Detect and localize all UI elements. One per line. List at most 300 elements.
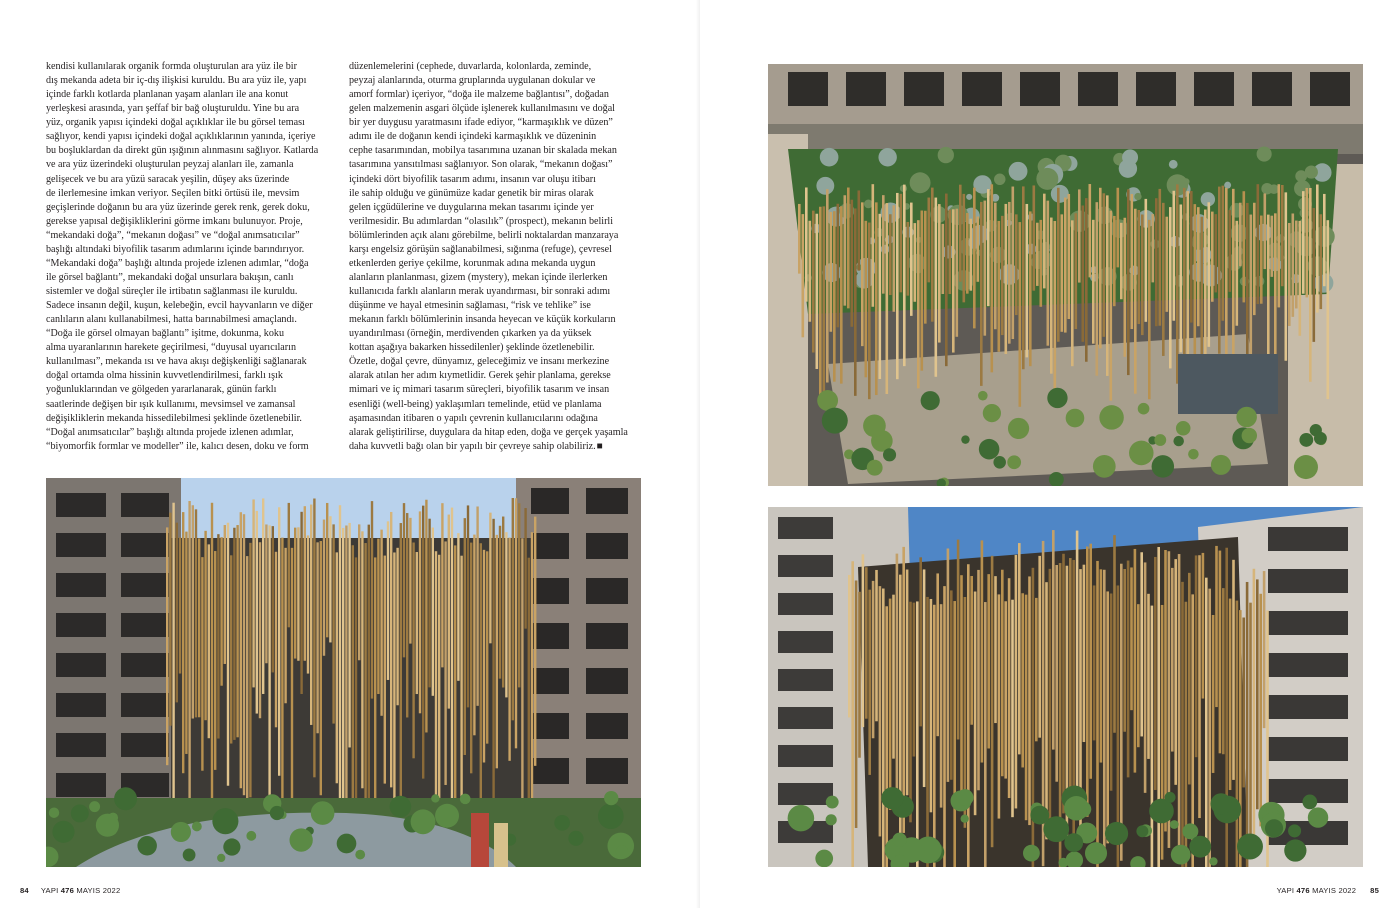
building-window bbox=[778, 707, 833, 729]
bamboo-pole bbox=[1225, 188, 1228, 369]
text-line: Özetle, doğal çevre, dünyamız, geleceğimiz ve insanı merkezine bbox=[349, 356, 610, 368]
bamboo-pole bbox=[1299, 221, 1302, 336]
bamboo-pole bbox=[1045, 582, 1048, 839]
bamboo-pole bbox=[1049, 569, 1052, 830]
shrub bbox=[1242, 428, 1257, 443]
bamboo-pole bbox=[182, 512, 184, 773]
bamboo-pole bbox=[882, 195, 885, 293]
text-line: amorf formlar) içeriyor, “doğa ile malzeme bağlantısı”, doğadan bbox=[349, 89, 609, 101]
bamboo-pole bbox=[227, 523, 229, 786]
text-line: gelen içgüdülerine ve duygularına mekan tasarımı içinde yer bbox=[349, 201, 594, 213]
building-window bbox=[904, 72, 944, 106]
shrub bbox=[1007, 455, 1021, 469]
bamboo-pole bbox=[926, 597, 929, 867]
text-line: dış mekanda adeta bir iç-dış ilişkisi kuruldu. Bu ara yüz ile, yapı bbox=[46, 75, 307, 87]
bamboo-pole bbox=[879, 586, 882, 836]
bamboo-pole bbox=[422, 506, 424, 779]
magazine-name: YAPI bbox=[40, 886, 59, 895]
shrub bbox=[137, 836, 156, 855]
bamboo-pole bbox=[1015, 555, 1018, 809]
bamboo-pole bbox=[1140, 552, 1143, 736]
building-window bbox=[56, 653, 106, 677]
bamboo-pole bbox=[348, 523, 350, 748]
bamboo-pole bbox=[1035, 598, 1038, 741]
issue-number: 476 bbox=[60, 886, 74, 895]
bamboo-pole bbox=[1180, 204, 1183, 352]
shrub bbox=[114, 787, 137, 810]
bamboo-pole bbox=[1092, 220, 1095, 344]
building-window bbox=[531, 623, 569, 649]
bamboo-pole bbox=[1061, 214, 1064, 331]
bamboo-pole bbox=[1302, 191, 1305, 294]
bamboo-pole bbox=[1075, 213, 1078, 329]
bamboo-pole bbox=[1001, 570, 1004, 777]
text-line: alma uyaranlarının harekete geçirilmesi, “duyusal uyarıcıların bbox=[46, 342, 296, 354]
text-line: aşamasından itibaren o yapılı çevrenin kullanıcılarını odağına bbox=[349, 412, 598, 424]
building-window bbox=[1078, 72, 1118, 106]
bamboo-pole bbox=[984, 201, 987, 336]
bamboo-pole bbox=[907, 222, 910, 296]
left-building bbox=[46, 478, 181, 808]
bamboo-pole bbox=[448, 515, 450, 709]
magazine-name: YAPI bbox=[1276, 886, 1295, 895]
text-line: “Mekandaki doğa” başlığı altında projede izlenen adımlar, “doğa bbox=[46, 257, 309, 269]
issue-date: MAYIS 2022 bbox=[1312, 886, 1357, 895]
shrub bbox=[411, 809, 436, 834]
bamboo-pole bbox=[1085, 198, 1088, 362]
bamboo-pole bbox=[1236, 601, 1239, 867]
bamboo-pole bbox=[486, 551, 488, 743]
bamboo-pole bbox=[1096, 561, 1099, 867]
bamboo-pole bbox=[953, 601, 956, 867]
bamboo-pole bbox=[1011, 600, 1014, 817]
building-window bbox=[586, 668, 628, 694]
bamboo-pole bbox=[809, 221, 812, 322]
bamboo-pole bbox=[1148, 220, 1151, 399]
bamboo-pole bbox=[949, 210, 952, 294]
bamboo-pole bbox=[364, 543, 366, 827]
bamboo-pole bbox=[326, 503, 328, 637]
bamboo-pole bbox=[1141, 214, 1144, 335]
shrub bbox=[604, 791, 618, 805]
bamboo-pole bbox=[1026, 204, 1029, 357]
foliage bbox=[1105, 822, 1128, 845]
bamboo-pole bbox=[531, 532, 533, 844]
bamboo-pole bbox=[499, 526, 501, 679]
text-line: alanların planlanması, gizem (mystery), mekan içinde ilerlerken bbox=[349, 271, 608, 283]
foliage bbox=[961, 815, 969, 823]
bamboo-pole bbox=[396, 548, 398, 705]
bamboo-pole bbox=[1222, 186, 1225, 321]
shrub bbox=[390, 796, 412, 818]
text-line: sistemler ve doğal süreçler ile irtibatın sağlanması ile kuruldu. bbox=[46, 286, 298, 297]
bamboo-pole bbox=[1323, 194, 1326, 286]
building-window bbox=[586, 758, 628, 784]
folio-left bbox=[20, 886, 120, 895]
bamboo-pole bbox=[1229, 210, 1232, 292]
bamboo-pole bbox=[1239, 203, 1242, 266]
plant bbox=[864, 200, 873, 209]
bamboo-pole bbox=[1124, 218, 1127, 357]
shrub bbox=[1314, 432, 1327, 445]
bamboo-pole bbox=[454, 545, 456, 814]
bamboo-pole bbox=[198, 538, 200, 717]
text-line: gelişecek ve bu ara yüzü saracak yeşilin, düşey aks üzerinde bbox=[46, 173, 290, 185]
building-window bbox=[531, 578, 569, 604]
bamboo-pole bbox=[902, 547, 905, 833]
bamboo-pole bbox=[1215, 214, 1218, 292]
bamboo-pole bbox=[329, 516, 331, 642]
bamboo-pole bbox=[1113, 535, 1116, 733]
building-window bbox=[778, 593, 833, 615]
foliage bbox=[1308, 807, 1328, 827]
aerial-courtyard-photo-graphic bbox=[768, 64, 1363, 486]
shrub bbox=[1211, 455, 1231, 475]
building-window bbox=[778, 745, 833, 767]
bamboo-pole bbox=[938, 204, 941, 342]
shrub bbox=[337, 834, 357, 854]
bamboo-pole bbox=[917, 220, 920, 388]
bamboo-pole bbox=[872, 581, 875, 738]
bamboo-pole bbox=[919, 557, 922, 726]
bamboo-pole bbox=[166, 527, 168, 765]
shrub bbox=[431, 794, 439, 802]
bamboo-pole bbox=[409, 518, 411, 644]
bamboo-pole bbox=[1162, 203, 1165, 356]
shrub bbox=[822, 408, 848, 434]
bamboo-pole bbox=[1211, 212, 1214, 302]
bamboo-pole bbox=[823, 206, 826, 399]
bamboo-pole bbox=[233, 528, 235, 740]
shrub bbox=[71, 804, 89, 822]
text-line: alarak geliştirilirse, duygulara da hitap eden, doğa ve gerçek yaşamla bbox=[349, 426, 628, 438]
shrub bbox=[978, 391, 988, 401]
text-line: ile görsel bağlantı”, mekandaki doğal unsurlara bakışın, canlı bbox=[46, 271, 294, 283]
plant bbox=[820, 148, 839, 167]
shrub bbox=[96, 814, 119, 837]
building-window bbox=[1268, 611, 1348, 635]
bamboo-pole bbox=[1106, 591, 1109, 843]
bamboo-pole bbox=[1249, 603, 1252, 859]
bamboo-pole bbox=[1083, 565, 1086, 742]
building-window bbox=[586, 488, 628, 514]
building-window bbox=[1136, 72, 1176, 106]
text-line: düzenlemelerini (cephede, duvarlarda, kolonlarda, zeminde, bbox=[349, 61, 592, 72]
shrub bbox=[1299, 433, 1313, 447]
water-feature bbox=[1178, 354, 1278, 414]
bamboo-pole bbox=[1103, 193, 1106, 337]
bamboo-pole bbox=[1236, 221, 1239, 326]
bamboo-pole bbox=[981, 540, 984, 762]
bamboo-pole bbox=[1169, 207, 1172, 368]
bamboo-pole bbox=[1008, 202, 1011, 344]
bamboo-pole bbox=[336, 552, 338, 783]
bamboo-pole bbox=[400, 523, 402, 831]
bamboo-pole bbox=[1259, 594, 1262, 827]
bamboo-pole bbox=[339, 505, 341, 814]
bamboo-pole bbox=[1253, 203, 1256, 315]
bamboo-pole bbox=[284, 548, 286, 703]
bamboo-pole bbox=[265, 524, 267, 663]
bamboo-pole bbox=[252, 499, 254, 687]
bamboo-pole bbox=[950, 590, 953, 779]
bamboo-pole bbox=[332, 524, 334, 723]
bamboo-pole bbox=[1267, 215, 1270, 356]
text-line: yüz, organik yapısı içindeki doğal açıklıklar ile bu görsel teması bbox=[46, 117, 305, 129]
building-window bbox=[121, 613, 169, 637]
bamboo-pole bbox=[1144, 562, 1147, 792]
bamboo-pole bbox=[931, 188, 934, 322]
bamboo-pole bbox=[837, 204, 840, 328]
bamboo-pole bbox=[1260, 216, 1263, 304]
text-line: daha kuvvetli bağı olan bir yapılı bir çevreye sahip olabiliriz.■ bbox=[349, 440, 603, 452]
foliage bbox=[1211, 793, 1232, 814]
plant bbox=[1233, 246, 1243, 256]
foliage bbox=[1170, 820, 1179, 829]
text-line: peyzaj alanlarında, oturma gruplarında uygulanan dokular ve bbox=[349, 75, 596, 87]
bamboo-pole bbox=[974, 592, 977, 816]
bamboo-pole bbox=[924, 211, 927, 324]
upward-facade-photo-graphic bbox=[768, 507, 1363, 867]
bamboo-pole bbox=[518, 503, 520, 687]
bamboo-pole bbox=[214, 551, 216, 770]
bamboo-pole bbox=[1071, 220, 1074, 366]
bamboo-pole bbox=[844, 195, 847, 305]
text-line: geçişlerinde doğanın bu ara yüz üzerinde gerek renk, gerek doku, bbox=[46, 201, 310, 213]
bamboo-pole bbox=[893, 205, 896, 311]
bamboo-pole bbox=[1188, 573, 1191, 785]
text-column-1 bbox=[46, 60, 338, 454]
shrub bbox=[867, 460, 883, 476]
bamboo-pole bbox=[1012, 187, 1015, 339]
bamboo-pole bbox=[1215, 546, 1218, 707]
bamboo-pole bbox=[188, 501, 190, 818]
bamboo-pole bbox=[1134, 549, 1137, 773]
bamboo-pole bbox=[935, 198, 938, 377]
plant bbox=[1009, 162, 1028, 181]
bamboo-pole bbox=[281, 538, 283, 841]
text-line: düşünme ve hayal etmesinin sağlaması, “risk ve tehlike” ise bbox=[349, 300, 591, 312]
bamboo-pole bbox=[1047, 201, 1050, 346]
bamboo-pole bbox=[502, 517, 504, 688]
bamboo-pole bbox=[204, 531, 206, 720]
building-window bbox=[121, 533, 169, 557]
bamboo-pole bbox=[875, 202, 878, 395]
bamboo-pole bbox=[1159, 189, 1162, 326]
bamboo-pole bbox=[970, 219, 973, 291]
bamboo-pole bbox=[1242, 618, 1245, 788]
upward-facade-photo bbox=[768, 507, 1363, 867]
bamboo-pole bbox=[1197, 207, 1200, 326]
foliage bbox=[1288, 824, 1301, 837]
building-window bbox=[586, 578, 628, 604]
shrub bbox=[568, 831, 583, 846]
bamboo-pole bbox=[441, 503, 443, 667]
shrub bbox=[355, 850, 365, 860]
bamboo-pole bbox=[862, 554, 865, 727]
text-line: etkenlerden geriye çekilme, korunmak adına mekanda uygun bbox=[349, 257, 596, 269]
plant bbox=[1036, 168, 1058, 190]
bamboo-pole bbox=[1089, 544, 1092, 779]
plant bbox=[938, 147, 954, 163]
bamboo-pole bbox=[1201, 217, 1204, 364]
building-window bbox=[56, 773, 106, 797]
bamboo-pole bbox=[960, 575, 963, 796]
bamboo-pole bbox=[984, 602, 987, 867]
bamboo-pole bbox=[217, 534, 219, 738]
shrub bbox=[1188, 449, 1199, 460]
bamboo-pole bbox=[879, 214, 882, 379]
building-window bbox=[1268, 569, 1348, 593]
bamboo-pole bbox=[998, 594, 1001, 818]
bamboo-pole bbox=[1306, 188, 1309, 297]
shrub bbox=[961, 435, 969, 443]
bamboo-pole bbox=[1219, 551, 1222, 754]
building-window bbox=[586, 623, 628, 649]
bamboo-pole bbox=[371, 501, 373, 698]
building-window bbox=[778, 631, 833, 653]
building-window bbox=[1252, 72, 1292, 106]
shrub bbox=[311, 801, 335, 825]
bamboo-pole bbox=[1113, 216, 1116, 306]
foliage bbox=[892, 833, 906, 847]
bamboo-pole bbox=[300, 512, 302, 694]
bamboo-pole bbox=[1183, 188, 1186, 362]
foliage bbox=[1284, 839, 1306, 861]
bamboo-pole bbox=[1243, 191, 1246, 302]
shrub bbox=[598, 803, 624, 829]
bamboo-pole bbox=[1029, 211, 1032, 366]
building-window bbox=[121, 653, 169, 677]
bamboo-pole bbox=[368, 525, 370, 830]
bamboo-pole bbox=[1166, 217, 1169, 312]
shrub bbox=[1099, 405, 1123, 429]
bamboo-pole bbox=[195, 509, 197, 717]
bamboo-pole bbox=[1076, 531, 1079, 804]
bamboo-pole bbox=[826, 189, 829, 382]
bamboo-pole bbox=[1089, 184, 1092, 277]
foliage bbox=[788, 805, 815, 832]
issue-date: MAYIS 2022 bbox=[76, 886, 121, 895]
bamboo-pole bbox=[1015, 214, 1018, 315]
building-window bbox=[778, 555, 833, 577]
bamboo-pole bbox=[1250, 215, 1253, 362]
shrub bbox=[1236, 407, 1257, 428]
bamboo-pole bbox=[1028, 576, 1031, 825]
building-window bbox=[1268, 695, 1348, 719]
bamboo-pole bbox=[1222, 588, 1225, 754]
bamboo-pole bbox=[966, 213, 969, 294]
bamboo-pole bbox=[1218, 187, 1221, 354]
building-window bbox=[121, 733, 169, 757]
bamboo-pole bbox=[185, 532, 187, 754]
text-line: alarak atılan her adım kıymetlidir. Gerek şehir planlama, gerekse bbox=[349, 370, 611, 382]
bamboo-pole bbox=[868, 223, 871, 400]
foliage bbox=[1237, 834, 1263, 860]
shrub bbox=[89, 801, 100, 812]
bamboo-pole bbox=[980, 202, 983, 386]
bamboo-pole bbox=[361, 531, 363, 788]
bamboo-pole bbox=[1110, 593, 1113, 790]
bamboo-pole bbox=[998, 221, 1001, 352]
bamboo-pole bbox=[1208, 589, 1211, 867]
bamboo-pole bbox=[1246, 582, 1249, 867]
bamboo-pole bbox=[444, 541, 446, 785]
foliage bbox=[1171, 845, 1191, 865]
bamboo-pole bbox=[240, 512, 242, 788]
building-window bbox=[121, 573, 169, 597]
play-panel bbox=[471, 813, 489, 867]
bamboo-pole bbox=[1127, 561, 1130, 778]
bamboo-pole bbox=[313, 499, 315, 778]
text-line: bu boşluklardan da direkt gün ışığının alınmasını sağlıyor. Katlarda bbox=[46, 145, 319, 157]
building-window bbox=[846, 72, 886, 106]
shrub bbox=[554, 815, 570, 831]
bamboo-pole bbox=[1057, 188, 1060, 342]
bamboo-pole bbox=[534, 517, 536, 766]
shrub bbox=[183, 849, 196, 862]
shrub bbox=[460, 794, 471, 805]
bamboo-pole bbox=[1181, 582, 1184, 867]
bamboo-pole bbox=[861, 202, 864, 346]
bamboo-pole bbox=[1036, 223, 1039, 286]
building-window bbox=[1268, 653, 1348, 677]
text-line: ve ara yüz üzerindeki oluşturulan peyzaj alanları ile, zamanla bbox=[46, 159, 294, 171]
bamboo-pole bbox=[1078, 189, 1081, 282]
bamboo-pole bbox=[1093, 585, 1096, 740]
bamboo-pole bbox=[323, 520, 325, 656]
folio-right bbox=[1277, 886, 1379, 895]
foliage bbox=[1136, 825, 1148, 837]
bamboo-pole bbox=[977, 216, 980, 281]
bamboo-pole bbox=[1068, 194, 1071, 319]
bamboo-pole bbox=[230, 555, 232, 743]
shrub bbox=[171, 822, 191, 842]
plant bbox=[994, 174, 1005, 185]
bamboo-pole bbox=[977, 570, 980, 790]
building-window bbox=[962, 72, 1002, 106]
bamboo-pole bbox=[1195, 555, 1198, 757]
shrub bbox=[1138, 403, 1150, 415]
text-line: adımı ile de doğanın kendi içindeki karmaşıklık ve düzeninin bbox=[349, 131, 597, 143]
bamboo-pole bbox=[192, 505, 194, 718]
bamboo-pole bbox=[259, 542, 261, 718]
foliage bbox=[1265, 819, 1283, 837]
bamboo-pole bbox=[1205, 578, 1208, 867]
building-window bbox=[1194, 72, 1234, 106]
bamboo-pole bbox=[923, 569, 926, 787]
foliage bbox=[1165, 792, 1176, 803]
bamboo-pole bbox=[377, 539, 379, 694]
building-window bbox=[56, 733, 106, 757]
bamboo-pole bbox=[933, 605, 936, 867]
bamboo-pole bbox=[1021, 593, 1024, 767]
bamboo-pole bbox=[515, 498, 517, 748]
building-window bbox=[531, 668, 569, 694]
shrub bbox=[616, 845, 629, 858]
bamboo-pole bbox=[909, 602, 912, 823]
bamboo-pole bbox=[1062, 554, 1065, 814]
bamboo-pole bbox=[358, 524, 360, 660]
bamboo-pole bbox=[858, 592, 861, 758]
bamboo-pole bbox=[1018, 543, 1021, 754]
bamboo-pole bbox=[1064, 198, 1067, 333]
bamboo-pole bbox=[1212, 615, 1215, 773]
bamboo-pole bbox=[896, 554, 899, 792]
foliage bbox=[1030, 806, 1049, 825]
bamboo-pole bbox=[994, 576, 997, 723]
shrub bbox=[52, 821, 74, 843]
